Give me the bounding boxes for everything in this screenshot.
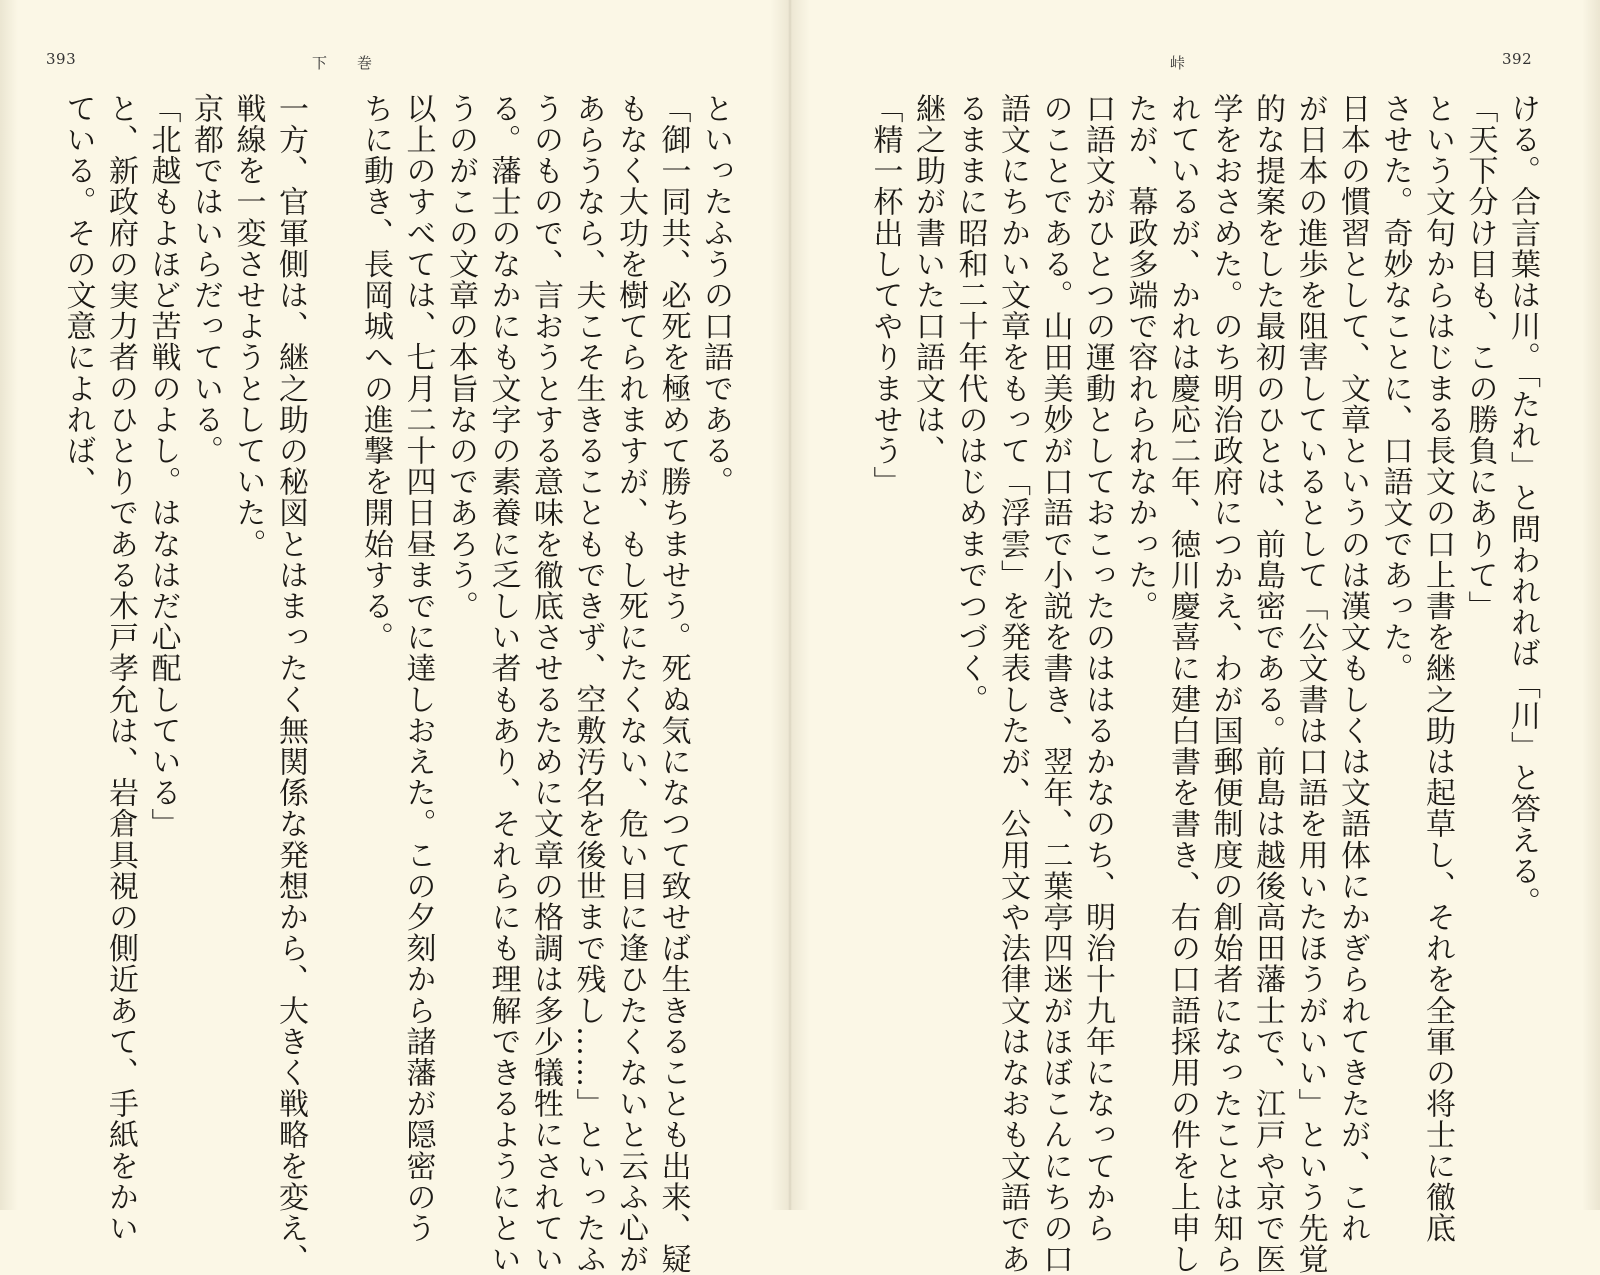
text-line: という文句からはじまる長文の口上書を継之助は起草し、それを全軍の将士に徹底 <box>1420 93 1455 1244</box>
right-page-number: 392 <box>1502 50 1533 68</box>
text-line: が日本の進歩を阻害しているとして「公文書は口語を用いたほうがいい」という先覚 <box>1292 93 1328 1275</box>
text-line: 「北越もよほど苦戦のよし。はなはだ心配している」 <box>145 93 181 840</box>
text-line: 継之助が書いた口語文は、 <box>910 93 945 467</box>
text-line: もなく大功を樹てられますが、もし死にたくない、危い目に逢ひたくないと云ふ心が <box>613 93 648 1275</box>
text-line: ける。合言葉は川。「たれ」と問われれば「川」と答える。 <box>1505 93 1540 918</box>
text-line: 日本の慣習として、文章というのは漢文もしくは文語体にかぎられてきたが、これ <box>1335 93 1370 1244</box>
text-line: うのもので、言おうとする意味を徹底させるために文章の格調は多少犠牲にされてい <box>528 93 563 1275</box>
text-line: 語文にちかい文章をもって「浮雲」を発表したが、公用文や法律文はなおも文語であ <box>995 93 1030 1275</box>
text-line: ちに動き、長岡城への進撃を開始する。 <box>358 93 393 653</box>
text-line: れているが、かれは慶応二年、徳川慶喜に建白書を書き、右の口語採用の件を上申し <box>1165 93 1200 1275</box>
text-line: 学をおさめた。のち明治政府につかえ、わが国郵便制度の創始者になったことは知ら <box>1207 93 1243 1275</box>
left-page-number: 393 <box>46 50 77 68</box>
text-line: 戦線を一変させようとしていた。 <box>230 93 266 560</box>
right-running-head: 峠 <box>1170 54 1186 72</box>
text-line: 「天下分け目も、この勝負にありて」 <box>1462 93 1498 622</box>
text-line: 「御一同共、必死を極めて勝ちませう。死ぬ気になつて致せば生きることも出来、疑 <box>655 93 691 1275</box>
text-line: るままに昭和二十年代のはじめまでつづく。 <box>952 93 988 715</box>
text-line: といったふうの口語である。 <box>698 93 733 498</box>
text-line: 「精一杯出してやりませう」 <box>867 93 903 498</box>
left-running-head: 下 巻 <box>312 54 373 72</box>
text-line: 京都ではいらだっている。 <box>188 93 223 467</box>
text-line: と、新政府の実力者のひとりである木戸孝允は、岩倉具視の側近あて、手紙をかい <box>103 93 138 1244</box>
left-page <box>0 0 780 1275</box>
text-line: うのがこの文章の本旨なのであろう。 <box>443 93 478 622</box>
text-line: たが、幕政多端で容れられなかった。 <box>1122 93 1158 622</box>
left-body-text <box>46 93 736 1275</box>
text-line: 的な提案をした最初のひとは、前島密である。前島は越後高田藩士で、江戸や京で医 <box>1250 93 1285 1275</box>
text-line: 口語文がひとつの運動としておこったのははるかなのち、明治十九年になってから <box>1080 93 1115 1244</box>
text-line: 一方、官軍側は、継之助の秘図とはまったく無関係な発想から、大きく戦略を変え、 <box>273 93 308 1275</box>
page-edge-shadow <box>1582 0 1600 1210</box>
text-line: ている。その文意によれば、 <box>60 93 96 498</box>
text-line: る。藩士のなかにも文字の素養に乏しい者もあり、それらにも理解できるようにとい <box>485 93 521 1275</box>
text-line: のことである。山田美妙が口語で小説を書き、翌年、二葉亭四迷がほぼこんにちの口 <box>1037 93 1073 1275</box>
blank-line <box>311 93 354 1183</box>
text-line: あらうなら、夫こそ生きることもできず、空敷汚名を後世まで残し……」といったふ <box>570 93 606 1275</box>
text-line: 以上のすべては、七月二十四日昼までに達しおえた。この夕刻から諸藩が隠密のう <box>400 93 436 1244</box>
right-body-text <box>867 93 1543 1275</box>
page-edge-shadow <box>0 0 18 1210</box>
text-line: させた。奇妙なことに、口語文であった。 <box>1377 93 1413 684</box>
